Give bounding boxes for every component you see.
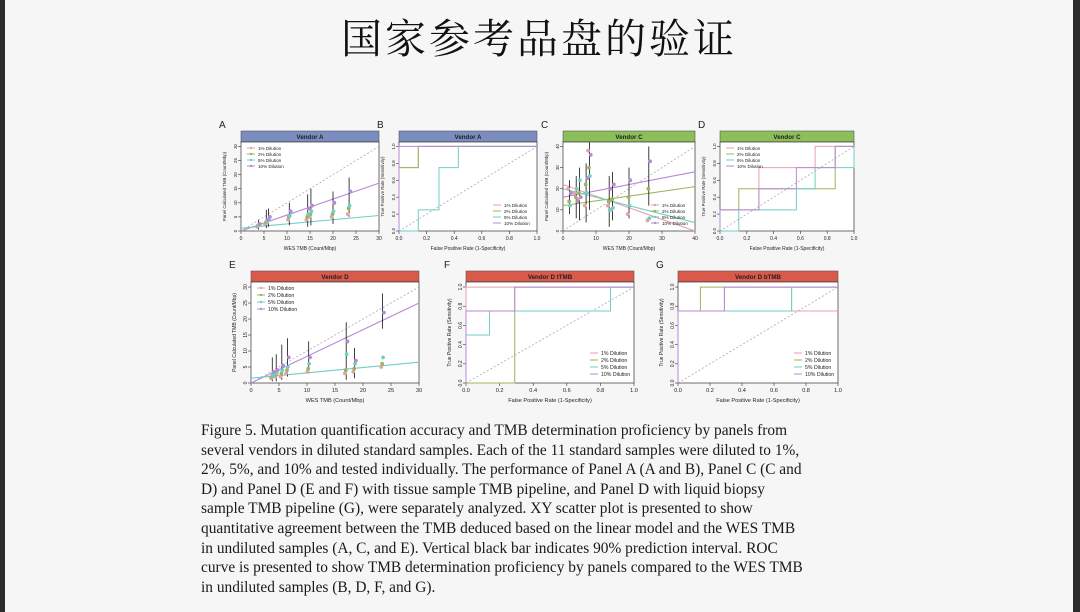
x-tick-label: 0.2 — [495, 388, 504, 394]
x-tick-label: 20 — [626, 236, 632, 242]
data-point — [355, 359, 358, 362]
data-point — [608, 208, 611, 211]
figure-5 — [5, 0, 1073, 420]
y-tick-label: 5 — [243, 365, 249, 369]
legend-label: 1% Dilution — [601, 351, 628, 357]
y-tick-label: 1.0 — [670, 283, 676, 291]
caption-line: sample TMB pipeline (G), were separately analyzed. XY scatter plot is presented to show — [201, 500, 753, 518]
y-tick-label: 0.8 — [391, 160, 396, 167]
data-point — [647, 187, 650, 190]
slide — [5, 0, 1073, 612]
legend-marker — [654, 210, 656, 212]
x-tick-label: 0.8 — [596, 388, 605, 394]
y-tick-label: 0.2 — [458, 360, 464, 368]
data-point — [573, 192, 576, 195]
data-point — [612, 206, 615, 209]
legend-label: 1% Dilution — [258, 146, 282, 151]
panel-title: Vendor A — [454, 134, 482, 141]
panel-letter: B — [377, 120, 384, 131]
data-point — [349, 190, 352, 193]
x-tick-label: 1.0 — [630, 388, 638, 394]
legend-label: 2% Dilution — [268, 293, 295, 299]
data-point — [308, 362, 311, 365]
panel-letter: A — [219, 120, 226, 131]
caption-line: D) and Panel D (E and F) with tissue sample TMB pipeline, and Panel D with liquid biopsy — [201, 480, 765, 498]
y-tick-label: 40 — [555, 144, 560, 149]
y-axis-label: True Positive Rate (Sensitivity) — [447, 298, 453, 367]
x-tick-label: 0.4 — [738, 388, 746, 394]
x-tick-label: 0.2 — [423, 236, 431, 242]
data-point — [570, 192, 573, 195]
legend-marker — [250, 147, 252, 149]
data-point — [288, 214, 291, 217]
y-tick-label: 25 — [243, 300, 249, 306]
x-tick-label: 25 — [353, 236, 359, 242]
data-point — [579, 196, 582, 199]
data-point — [285, 372, 288, 375]
data-point — [307, 367, 310, 370]
data-point — [271, 374, 274, 377]
y-tick-label: 15 — [233, 186, 238, 192]
data-point — [648, 217, 651, 220]
y-tick-label: 1.0 — [391, 143, 396, 150]
data-point — [311, 204, 314, 207]
panel-letter: C — [541, 120, 549, 131]
y-tick-label: 30 — [233, 144, 238, 149]
y-axis-label: True Positive Rate (Sensitivity) — [701, 156, 706, 217]
figure-caption — [201, 421, 877, 597]
panel-title: Vendor D — [321, 274, 349, 281]
y-tick-label: 10 — [243, 348, 249, 354]
x-axis-label: WES TMB (Count/Mbp) — [602, 246, 656, 252]
y-axis-label: Panel Calculated TMB (Count/Mbp) — [232, 293, 238, 372]
x-tick-label: 0.0 — [716, 236, 724, 242]
y-axis-label: True Positive Rate (Sensitivity) — [380, 156, 385, 217]
y-tick-label: 0.6 — [670, 321, 676, 329]
y-tick-label: 0.4 — [712, 194, 717, 201]
legend-marker — [654, 222, 656, 224]
caption-line: several vendors in diluted standard samples. Each of the 11 standard samples were diluted to 1%, — [201, 441, 800, 459]
legend-label: 10% Dilution — [268, 307, 298, 313]
y-tick-label: 15 — [243, 332, 249, 338]
data-point — [281, 369, 284, 372]
legend-label: 10% Dilution — [805, 372, 835, 378]
y-tick-label: 0.4 — [391, 194, 396, 201]
data-point — [286, 366, 289, 369]
data-point — [307, 213, 310, 216]
legend-label: 2% Dilution — [504, 209, 528, 214]
caption-line: Figure 5. Mutation quantification accuracy and TMB determination proficiency by panels from — [201, 422, 788, 439]
data-point — [626, 213, 629, 216]
y-tick-label: 0.6 — [712, 177, 717, 184]
legend-label: 10% Dilution — [504, 221, 530, 226]
slide-title: 国家参考品盘的验证 — [341, 15, 737, 63]
legend-marker — [250, 153, 252, 155]
y-tick-label: 0.2 — [391, 211, 396, 218]
legend-label: 1% Dilution — [268, 286, 295, 292]
y-tick-label: 1.0 — [458, 283, 464, 291]
x-tick-label: 20 — [359, 388, 367, 394]
right-frame-edge — [1073, 0, 1080, 612]
x-tick-label: 0.4 — [529, 388, 538, 394]
caption-line: quantitative agreement between the TMB deduced based on the linear model and the WES TMB — [201, 519, 796, 537]
x-axis-label: WES TMB (Count/Mbp) — [305, 398, 365, 404]
legend-marker — [654, 216, 656, 218]
x-tick-label: 0.0 — [462, 388, 470, 394]
x-tick-label: 30 — [376, 236, 382, 242]
x-tick-label: 1.0 — [850, 236, 858, 242]
data-point — [567, 187, 570, 190]
data-point — [276, 369, 279, 372]
x-tick-label: 0.6 — [770, 388, 778, 394]
data-point — [381, 362, 384, 365]
data-point — [346, 213, 349, 216]
x-tick-label: 15 — [331, 388, 339, 394]
legend-marker — [260, 294, 262, 296]
legend-label: 10% Dilution — [258, 164, 284, 169]
data-point — [575, 187, 578, 190]
data-point — [587, 149, 590, 152]
x-tick-label: 10 — [593, 236, 599, 242]
legend-label: 5% Dilution — [258, 158, 282, 163]
legend-label: 5% Dilution — [504, 215, 528, 220]
x-tick-label: 25 — [387, 388, 395, 394]
data-point — [606, 204, 609, 207]
data-point — [612, 183, 615, 186]
x-axis-label: False Positive Rate (1-Specificity) — [749, 246, 825, 252]
panel-letter: G — [656, 260, 664, 271]
y-tick-label: 0.0 — [458, 379, 464, 387]
x-tick-label: 0 — [561, 236, 565, 242]
x-tick-label: 30 — [415, 388, 423, 394]
data-point — [383, 311, 386, 314]
panel-title: Vendor C — [615, 134, 643, 141]
legend-label: 5% Dilution — [662, 215, 686, 220]
legend-label: 10% Dilution — [737, 164, 763, 169]
panel-title: Vendor D tTMB — [527, 274, 573, 281]
legend-label: 1% Dilution — [737, 146, 761, 151]
x-tick-label: 1.0 — [834, 388, 842, 394]
legend-label: 2% Dilution — [805, 358, 832, 364]
y-tick-label: 0.0 — [712, 227, 717, 235]
data-point — [286, 369, 289, 372]
y-tick-label: 20 — [243, 316, 249, 322]
data-point — [343, 372, 346, 375]
data-point — [352, 370, 355, 373]
y-tick-label: 0.4 — [670, 341, 676, 349]
y-tick-label: 0.6 — [391, 177, 396, 184]
legend-label: 1% Dilution — [662, 203, 686, 208]
legend-label: 1% Dilution — [805, 351, 832, 357]
data-point — [310, 210, 313, 213]
x-axis-label: False Positive Rate (1-Specificity) — [508, 398, 592, 404]
x-tick-label: 0.2 — [706, 388, 714, 394]
y-tick-label: 0 — [243, 381, 249, 385]
x-tick-label: 0.6 — [796, 236, 804, 242]
y-tick-label: 5 — [233, 215, 238, 219]
data-point — [309, 356, 312, 359]
legend-marker — [250, 165, 252, 167]
x-tick-label: 5 — [262, 236, 266, 242]
y-tick-label: 10 — [555, 207, 560, 213]
legend-marker — [260, 301, 262, 303]
data-point — [569, 204, 572, 207]
x-axis-label: WES TMB (Count/Mbp) — [283, 246, 337, 252]
legend-label: 5% Dilution — [268, 300, 295, 306]
panel-title: Vendor C — [773, 134, 801, 141]
y-tick-label: 30 — [555, 165, 560, 171]
caption-line: curve is presented to show TMB determination proficiency by panels compared to the WES TMB — [201, 559, 803, 577]
data-point — [345, 353, 348, 356]
legend-label: 5% Dilution — [601, 365, 628, 371]
x-tick-label: 15 — [307, 236, 313, 242]
x-tick-label: 10 — [284, 236, 290, 242]
x-tick-label: 0.0 — [395, 236, 403, 242]
data-point — [586, 177, 589, 180]
data-point — [380, 366, 383, 369]
x-tick-label: 5 — [277, 388, 281, 394]
legend-label: 2% Dilution — [258, 152, 282, 157]
data-point — [266, 218, 269, 221]
data-point — [258, 223, 261, 226]
y-axis-label: Panel Calculated TMB (Count/Mbp) — [544, 151, 549, 222]
legend-marker — [260, 287, 262, 289]
data-point — [289, 210, 292, 213]
data-point — [346, 340, 349, 343]
legend-label: 10% Dilution — [601, 372, 631, 378]
y-tick-label: 0.8 — [670, 302, 676, 310]
y-tick-label: 20 — [555, 186, 560, 192]
x-tick-label: 0.4 — [770, 236, 778, 242]
data-point — [574, 196, 577, 199]
x-tick-label: 0 — [239, 236, 243, 242]
y-tick-label: 1.0 — [712, 143, 717, 150]
y-tick-label: 25 — [233, 158, 238, 163]
x-tick-label: 0.4 — [450, 236, 458, 242]
legend-label: 2% Dilution — [662, 209, 686, 214]
data-point — [287, 356, 290, 359]
legend-label: 5% Dilution — [805, 365, 832, 371]
panel-letter: E — [229, 260, 236, 271]
x-tick-label: 30 — [659, 236, 665, 242]
data-point — [628, 204, 631, 207]
x-tick-label: 0.6 — [478, 236, 486, 242]
y-tick-label: 0.2 — [670, 360, 676, 368]
data-point — [568, 200, 571, 203]
data-point — [611, 198, 614, 201]
data-point — [627, 196, 630, 199]
y-axis-label: Panel Calculated TMB (Count/Mbp) — [222, 151, 227, 222]
y-tick-label: 0.8 — [458, 302, 464, 310]
data-point — [585, 192, 588, 195]
panel-title: Vendor A — [296, 134, 324, 141]
data-point — [279, 375, 282, 378]
x-tick-label: 40 — [692, 236, 698, 242]
data-point — [308, 207, 311, 210]
y-tick-label: 0.0 — [391, 227, 396, 235]
legend-marker — [654, 204, 656, 206]
data-point — [609, 187, 612, 190]
y-tick-label: 30 — [243, 284, 249, 290]
data-point — [588, 166, 591, 169]
legend-marker — [260, 308, 262, 310]
data-point — [353, 367, 356, 370]
x-tick-label: 10 — [303, 388, 311, 394]
panel-letter: F — [444, 260, 451, 271]
panel-letter: D — [698, 120, 706, 131]
y-tick-label: 0.8 — [712, 160, 717, 167]
caption-line: in undiluted samples (B, D, F, and G). — [201, 578, 436, 596]
panel-title: Vendor D bTMB — [734, 274, 782, 281]
data-point — [306, 370, 309, 373]
y-tick-label: 0.2 — [712, 211, 717, 218]
x-tick-label: 0.8 — [505, 236, 513, 242]
data-point — [649, 160, 652, 163]
data-point — [578, 192, 581, 195]
legend-marker — [250, 159, 252, 161]
caption-line: in undiluted samples (A, C, and E). Vertical black bar indicates 90% prediction interval. ROC — [201, 539, 778, 557]
y-tick-label: 0 — [555, 229, 560, 233]
data-point — [332, 210, 335, 213]
data-point — [589, 154, 592, 157]
x-tick-label: 0.0 — [674, 388, 682, 394]
data-point — [333, 201, 336, 204]
data-point — [269, 216, 272, 219]
data-point — [348, 204, 351, 207]
data-point — [280, 372, 283, 375]
legend-label: 10% Dilution — [662, 221, 688, 226]
data-point — [275, 372, 278, 375]
data-point — [344, 369, 347, 372]
legend-label: 2% Dilution — [601, 358, 628, 364]
x-axis-label: False Positive Rate (1-Specificity) — [716, 398, 800, 404]
data-point — [354, 362, 357, 365]
y-tick-label: 0.6 — [458, 321, 464, 329]
x-tick-label: 0.8 — [802, 388, 810, 394]
y-tick-label: 0 — [233, 229, 238, 233]
x-tick-label: 0.6 — [562, 388, 571, 394]
caption-line: 2%, 5%, and 10% and tested individually. The performance of Panel A (A and B), Panel C (C and — [201, 461, 802, 479]
legend-label: 5% Dilution — [737, 158, 761, 163]
data-point — [629, 179, 632, 182]
y-tick-label: 0.4 — [458, 341, 464, 349]
x-tick-label: 0.2 — [743, 236, 751, 242]
x-tick-label: 20 — [330, 236, 336, 242]
data-point — [282, 364, 285, 367]
data-point — [583, 204, 586, 207]
data-point — [272, 370, 275, 373]
y-axis-label: True Positive Rate (Sensitivity) — [659, 298, 665, 367]
y-tick-label: 10 — [233, 200, 238, 206]
data-point — [584, 183, 587, 186]
data-point — [576, 200, 579, 203]
legend-label: 1% Dilution — [504, 203, 528, 208]
x-axis-label: False Positive Rate (1-Specificity) — [430, 246, 506, 252]
y-tick-label: 20 — [233, 172, 238, 178]
x-tick-label: 0 — [249, 388, 253, 394]
x-tick-label: 1.0 — [533, 236, 541, 242]
y-tick-label: 0.0 — [670, 379, 676, 387]
data-point — [579, 179, 582, 182]
data-point — [607, 200, 610, 203]
x-tick-label: 0.8 — [823, 236, 831, 242]
legend-label: 2% Dilution — [737, 152, 761, 157]
data-point — [382, 356, 385, 359]
